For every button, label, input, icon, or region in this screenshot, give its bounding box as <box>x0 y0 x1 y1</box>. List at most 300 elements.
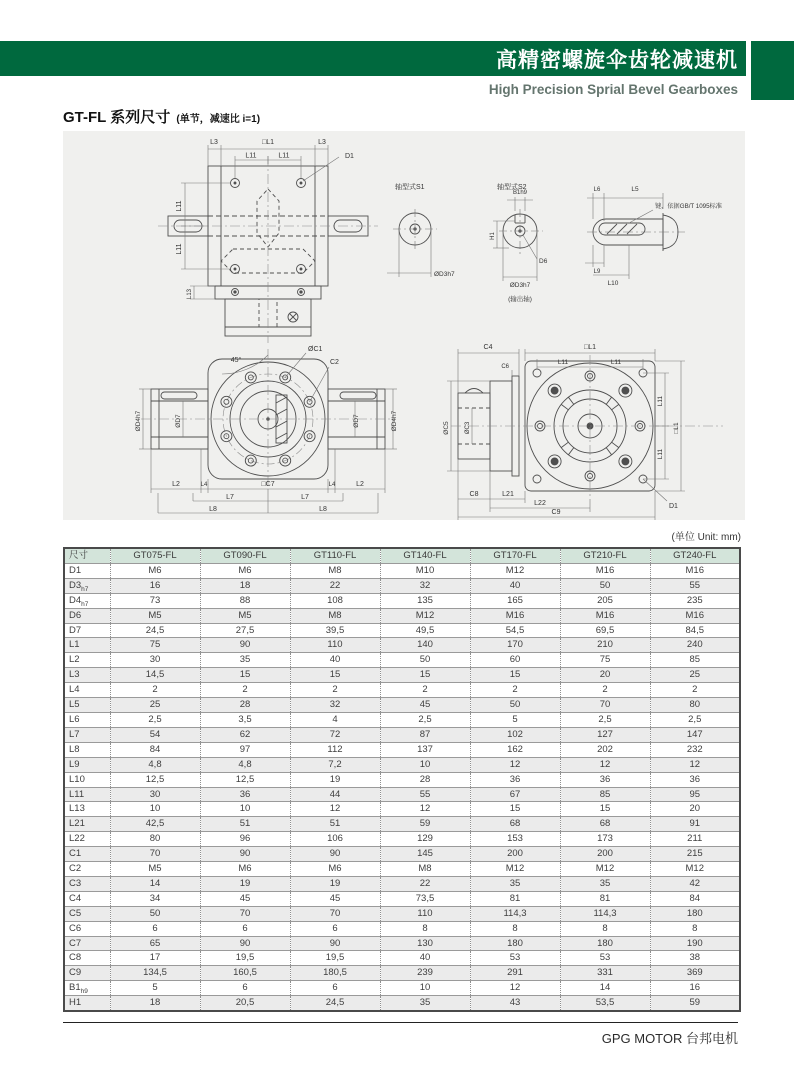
dimension-value: 3,5 <box>200 712 290 727</box>
dimension-value: 205 <box>560 593 650 608</box>
dimension-value: 50 <box>380 653 470 668</box>
dimension-label: L1 <box>64 638 110 653</box>
dimension-value: 8 <box>470 921 560 936</box>
dimension-value: 114,3 <box>560 906 650 921</box>
dimension-value: 2 <box>650 683 740 698</box>
dimension-value: 134,5 <box>110 966 200 981</box>
table-row <box>64 593 740 608</box>
dimension-value: 140 <box>380 638 470 653</box>
dimension-value: 2 <box>200 683 290 698</box>
dimension-value: 10 <box>200 802 290 817</box>
housing-dimension-labels <box>176 139 354 299</box>
dim-l5: L5 <box>631 186 639 193</box>
dim-l4-left: L4 <box>200 482 208 488</box>
table-row <box>64 772 740 787</box>
dimension-value: 28 <box>380 772 470 787</box>
key-labels <box>594 186 722 287</box>
dimension-label: C3 <box>64 876 110 891</box>
dimension-value: 84 <box>110 742 200 757</box>
dimension-value: 20 <box>650 802 740 817</box>
dimension-value: 2,5 <box>380 712 470 727</box>
dimension-table <box>63 547 741 1012</box>
table-row <box>64 891 740 906</box>
s1-dimension-lines <box>387 209 437 277</box>
dim-d4-left: ØD4h7 <box>135 410 142 432</box>
dimension-label: C2 <box>64 862 110 877</box>
dimension-label: $D3_{h7}$ <box>64 578 110 593</box>
dim-c7-square: □C7 <box>261 481 275 488</box>
dimension-value: M12 <box>470 563 560 578</box>
dimension-value: 51 <box>200 817 290 832</box>
dimension-value: 59 <box>650 996 740 1011</box>
dim-l3-right: L3 <box>318 139 326 146</box>
dimension-value: 180,5 <box>290 966 380 981</box>
table-row <box>64 742 740 757</box>
dimension-value: 53 <box>470 951 560 966</box>
table-row <box>64 653 740 668</box>
dimension-value: 240 <box>650 638 740 653</box>
dimension-value: 202 <box>560 742 650 757</box>
table-header-row <box>64 548 740 563</box>
dimension-value: 45 <box>380 698 470 713</box>
dimension-value: 65 <box>110 936 200 951</box>
dim-c8: C8 <box>469 491 479 498</box>
dim-l2-right: L2 <box>356 481 364 488</box>
dimension-value: 6 <box>110 921 200 936</box>
dimension-value: 90 <box>200 847 290 862</box>
dimension-value: 49,5 <box>380 623 470 638</box>
dim-d3-s2: ØD3h7 <box>509 282 531 289</box>
dimension-label: L21 <box>64 817 110 832</box>
dimension-value: 60 <box>470 653 560 668</box>
section-title <box>63 106 260 127</box>
dimension-value: 6 <box>200 921 290 936</box>
dimension-value: 85 <box>560 787 650 802</box>
dimension-value: 90 <box>290 847 380 862</box>
dimension-label: D6 <box>64 608 110 623</box>
dimension-value: 36 <box>650 772 740 787</box>
dimension-value: 24,5 <box>110 623 200 638</box>
dimension-value: 12,5 <box>110 772 200 787</box>
dimension-value: 2,5 <box>110 712 200 727</box>
dim-l6: L6 <box>593 187 601 193</box>
page-title-en: High Precision Sprial Bevel Gearboxes <box>488 82 738 97</box>
dimension-label: L5 <box>64 698 110 713</box>
dimension-value: 14 <box>560 981 650 996</box>
dimension-value: 12 <box>380 802 470 817</box>
dimension-value: 20,5 <box>200 996 290 1011</box>
dimension-value: M12 <box>650 862 740 877</box>
dimension-value: 90 <box>290 936 380 951</box>
table-row <box>64 563 740 578</box>
dimension-value: 291 <box>470 966 560 981</box>
dim-l11-vert-upper: L11 <box>657 395 664 407</box>
dimension-label: L7 <box>64 727 110 742</box>
dimension-value: 19,5 <box>290 951 380 966</box>
dimension-value: 73 <box>110 593 200 608</box>
dimension-value: 80 <box>110 832 200 847</box>
dimension-value: 54,5 <box>470 623 560 638</box>
dimension-value: 2 <box>560 683 650 698</box>
dimension-value: 4 <box>290 712 380 727</box>
dim-l10: L10 <box>607 280 619 287</box>
dim-l9: L9 <box>593 269 601 275</box>
dimension-value: 95 <box>650 787 740 802</box>
dim-b1: B1h9 <box>512 190 528 196</box>
dim-c5: ØC5 <box>443 421 450 435</box>
dimension-value: 34 <box>110 891 200 906</box>
dimension-value: 215 <box>650 847 740 862</box>
dimension-value: M8 <box>290 608 380 623</box>
dimension-value: 36 <box>470 772 560 787</box>
dimension-value: 19 <box>290 772 380 787</box>
dimension-value: 50 <box>470 698 560 713</box>
dimension-value: M12 <box>470 862 560 877</box>
dimension-value: 68 <box>560 817 650 832</box>
section-note: (单节，减速比 i=1) <box>176 114 261 125</box>
dimension-value: 10 <box>110 802 200 817</box>
table-row <box>64 802 740 817</box>
dim-l1-square-face: □L1 <box>583 344 597 351</box>
dimension-value: 81 <box>560 891 650 906</box>
column-header: GT090-FL <box>200 548 290 563</box>
dimension-value: 40 <box>380 951 470 966</box>
dimension-value: M16 <box>650 563 740 578</box>
table-row <box>64 623 740 638</box>
dimension-value: 32 <box>380 578 470 593</box>
dimension-value: 32 <box>290 698 380 713</box>
dim-h1: H1 <box>490 232 496 240</box>
dimension-label: C5 <box>64 906 110 921</box>
dimension-value: 15 <box>200 668 290 683</box>
dimension-value: 19 <box>200 876 290 891</box>
dim-d1-leader: D1 <box>345 153 354 160</box>
dimension-value: 16 <box>110 578 200 593</box>
dimension-value: 127 <box>560 727 650 742</box>
table-row <box>64 608 740 623</box>
dimension-value: 69,5 <box>560 623 650 638</box>
table-row <box>64 638 740 653</box>
dimension-value: 55 <box>650 578 740 593</box>
s1-title: 轴型式S1 <box>395 184 425 191</box>
dimension-value: 25 <box>650 668 740 683</box>
dimension-value: 15 <box>380 668 470 683</box>
footer-brand: GPG MOTOR 台邦电机 <box>601 1031 738 1046</box>
dim-l11-side-upper: L11 <box>176 200 183 212</box>
dimension-value: M10 <box>380 563 470 578</box>
dimension-value: 75 <box>560 653 650 668</box>
dimension-value: 80 <box>650 698 740 713</box>
s1-labels <box>395 182 455 278</box>
column-header: 尺寸 <box>64 548 110 563</box>
dimension-value: M8 <box>380 862 470 877</box>
column-header: GT075-FL <box>110 548 200 563</box>
unit-note: (单位 Unit: mm) <box>671 532 741 543</box>
table-row <box>64 817 740 832</box>
dim-45deg: 45° <box>230 357 242 364</box>
dimension-value: 180 <box>650 906 740 921</box>
dim-c2: C2 <box>330 359 339 366</box>
dimension-value: 6 <box>290 921 380 936</box>
table-row <box>64 996 740 1011</box>
dimension-label: C8 <box>64 951 110 966</box>
dimension-value: 54 <box>110 727 200 742</box>
dimension-value: M6 <box>200 862 290 877</box>
dimension-value: 12 <box>470 981 560 996</box>
dim-l11-side-lower: L11 <box>176 243 183 255</box>
dimension-value: 18 <box>200 578 290 593</box>
dimension-value: 35 <box>200 653 290 668</box>
header-bar <box>0 41 746 76</box>
column-header: GT110-FL <box>290 548 380 563</box>
dimension-value: 147 <box>650 727 740 742</box>
column-header: GT140-FL <box>380 548 470 563</box>
dim-l1-square-top: □L1 <box>261 139 275 146</box>
header-green-tab <box>751 41 794 100</box>
dimension-value: 12 <box>560 757 650 772</box>
dimension-value: 153 <box>470 832 560 847</box>
dimension-value: 20 <box>560 668 650 683</box>
dimension-value: 15 <box>470 802 560 817</box>
dimension-value: 173 <box>560 832 650 847</box>
dimension-value: 24,5 <box>290 996 380 1011</box>
dimension-label: D1 <box>64 563 110 578</box>
table-row <box>64 876 740 891</box>
dimension-value: 30 <box>110 653 200 668</box>
dimension-label: L4 <box>64 683 110 698</box>
dimension-value: 35 <box>560 876 650 891</box>
dim-l11-top-right: L11 <box>278 152 290 160</box>
dim-d4-right: ØD4h7 <box>391 410 398 432</box>
dimension-value: 45 <box>290 891 380 906</box>
drawing-panel <box>63 131 745 520</box>
dimension-value: 59 <box>380 817 470 832</box>
dimension-value: 85 <box>650 653 740 668</box>
dimension-value: 165 <box>470 593 560 608</box>
dimension-value: 30 <box>110 787 200 802</box>
dimension-value: 14,5 <box>110 668 200 683</box>
dimension-value: 112 <box>290 742 380 757</box>
dimension-label: $B1_{h9}$ <box>64 981 110 996</box>
table-row <box>64 906 740 921</box>
table-row <box>64 787 740 802</box>
dimension-label: L11 <box>64 787 110 802</box>
table-row <box>64 698 740 713</box>
dim-d3-s1: ØD3h7 <box>434 271 455 278</box>
dim-d7-right: ØD7 <box>353 414 360 428</box>
dimension-label: $D4_{h7}$ <box>64 593 110 608</box>
dimension-value: 22 <box>380 876 470 891</box>
dimension-value: 137 <box>380 742 470 757</box>
dimension-label: L9 <box>64 757 110 772</box>
dimension-value: 4,8 <box>200 757 290 772</box>
table-row <box>64 757 740 772</box>
dim-l11-face-left: L11 <box>557 359 569 366</box>
dim-l7-left: L7 <box>226 494 234 501</box>
dimension-value: 180 <box>470 936 560 951</box>
dimension-value: 68 <box>470 817 560 832</box>
dim-l11-top-left: L11 <box>245 152 257 160</box>
dimension-value: 6 <box>290 981 380 996</box>
dimension-value: 7,2 <box>290 757 380 772</box>
dimension-value: 39,5 <box>290 623 380 638</box>
table-row <box>64 847 740 862</box>
dimension-value: 135 <box>380 593 470 608</box>
dimension-value: 110 <box>290 638 380 653</box>
dimension-value: 38 <box>650 951 740 966</box>
dimension-value: 235 <box>650 593 740 608</box>
column-header: GT170-FL <box>470 548 560 563</box>
dimension-value: 2,5 <box>650 712 740 727</box>
section-title-text: GT-FL 系列尺寸 <box>63 109 171 126</box>
dimension-value: M6 <box>110 563 200 578</box>
key-standard-note: 键，依据GB/T 1095标准 <box>655 203 722 210</box>
dimension-value: 22 <box>290 578 380 593</box>
dimension-value: 42,5 <box>110 817 200 832</box>
dimension-value: 14 <box>110 876 200 891</box>
dimension-value: 232 <box>650 742 740 757</box>
table-row <box>64 936 740 951</box>
dimension-value: 190 <box>650 936 740 951</box>
dimension-value: 35 <box>380 996 470 1011</box>
dimension-value: 129 <box>380 832 470 847</box>
dimension-value: 108 <box>290 593 380 608</box>
dimension-value: 210 <box>560 638 650 653</box>
dimension-value: 75 <box>110 638 200 653</box>
dim-d1-face: D1 <box>669 503 678 510</box>
dimension-value: 2 <box>470 683 560 698</box>
dimension-value: 53 <box>560 951 650 966</box>
dimension-value: 114,3 <box>470 906 560 921</box>
dimension-value: M5 <box>200 608 290 623</box>
column-header: GT240-FL <box>650 548 740 563</box>
dimension-value: 170 <box>470 638 560 653</box>
dimension-value: 70 <box>110 847 200 862</box>
dimension-value: 19 <box>290 876 380 891</box>
dimension-value: 102 <box>470 727 560 742</box>
dimension-value: 62 <box>200 727 290 742</box>
dimension-value: 6 <box>200 981 290 996</box>
dimension-value: 17 <box>110 951 200 966</box>
page-title-cn: 高精密螺旋伞齿轮减速机 <box>496 48 738 72</box>
dimension-value: 97 <box>200 742 290 757</box>
dim-l2-left: L2 <box>172 481 180 488</box>
dimension-value: 36 <box>560 772 650 787</box>
dim-d7-left: ØD7 <box>175 414 182 428</box>
table-row <box>64 981 740 996</box>
dimension-value: 87 <box>380 727 470 742</box>
dim-l7-right: L7 <box>301 494 309 501</box>
dimension-value: 18 <box>110 996 200 1011</box>
dim-l8-left: L8 <box>209 506 217 513</box>
dimension-value: M16 <box>470 608 560 623</box>
column-header: GT210-FL <box>560 548 650 563</box>
dimension-label: H1 <box>64 996 110 1011</box>
dimension-value: 44 <box>290 787 380 802</box>
dimension-value: M6 <box>200 563 290 578</box>
dim-l3-left: L3 <box>210 139 218 146</box>
dim-c3: ØC3 <box>465 421 471 435</box>
side-view-dimension-lines <box>447 349 685 520</box>
table-row <box>64 966 740 981</box>
dimension-value: 15 <box>560 802 650 817</box>
dimension-value: 2 <box>380 683 470 698</box>
dimension-value: 8 <box>380 921 470 936</box>
dim-l1-square-vert: □L1 <box>673 422 680 434</box>
dim-l11-face-right: L11 <box>610 359 622 366</box>
dimension-value: 10 <box>380 981 470 996</box>
dimension-value: 5 <box>110 981 200 996</box>
dimension-value: 84 <box>650 891 740 906</box>
dimension-value: 25 <box>110 698 200 713</box>
table-row <box>64 862 740 877</box>
dimension-value: 55 <box>380 787 470 802</box>
dimension-value: 67 <box>470 787 560 802</box>
footer-rule <box>63 1022 738 1023</box>
dimension-value: 110 <box>380 906 470 921</box>
dimension-value: M5 <box>110 862 200 877</box>
dimension-value: 70 <box>200 906 290 921</box>
dimension-value: 130 <box>380 936 470 951</box>
dimension-label: C1 <box>64 847 110 862</box>
dim-c6: C6 <box>501 364 509 370</box>
dimension-value: 12 <box>650 757 740 772</box>
table-row <box>64 683 740 698</box>
dimension-value: 8 <box>650 921 740 936</box>
dim-d6: D6 <box>539 258 548 265</box>
table-row <box>64 951 740 966</box>
dimension-label: L13 <box>64 802 110 817</box>
dimension-value: M5 <box>110 608 200 623</box>
dimension-value: M12 <box>380 608 470 623</box>
dimension-value: M12 <box>560 862 650 877</box>
dimension-value: 160,5 <box>200 966 290 981</box>
dimension-label: C4 <box>64 891 110 906</box>
dimension-value: 53,5 <box>560 996 650 1011</box>
dimension-value: 84,5 <box>650 623 740 638</box>
dimension-label: L6 <box>64 712 110 727</box>
dimension-value: 50 <box>560 578 650 593</box>
dim-c1: ØC1 <box>308 346 323 353</box>
dimension-value: M16 <box>560 563 650 578</box>
dimension-value: 200 <box>470 847 560 862</box>
dimension-value: 70 <box>560 698 650 713</box>
dimension-value: M6 <box>290 862 380 877</box>
s2-title: 轴型式S2 <box>497 184 527 191</box>
dimension-label: C9 <box>64 966 110 981</box>
dimension-value: 4,8 <box>110 757 200 772</box>
dimension-value: 96 <box>200 832 290 847</box>
dim-c9: C9 <box>551 509 561 516</box>
dimension-value: 35 <box>470 876 560 891</box>
dim-l11-vert-lower: L11 <box>657 448 664 460</box>
dimension-value: 10 <box>380 757 470 772</box>
dimension-value: M8 <box>290 563 380 578</box>
dimension-value: M16 <box>650 608 740 623</box>
dimension-value: 43 <box>470 996 560 1011</box>
dimension-value: 19,5 <box>200 951 290 966</box>
dimension-label: L8 <box>64 742 110 757</box>
dimension-value: 2,5 <box>560 712 650 727</box>
dimension-value: 91 <box>650 817 740 832</box>
dimension-label: L22 <box>64 832 110 847</box>
dimension-label: L3 <box>64 668 110 683</box>
dimension-label: C6 <box>64 921 110 936</box>
dimension-value: 2 <box>290 683 380 698</box>
dim-l4-right: L4 <box>328 482 336 488</box>
table-row <box>64 712 740 727</box>
dimension-value: 50 <box>110 906 200 921</box>
